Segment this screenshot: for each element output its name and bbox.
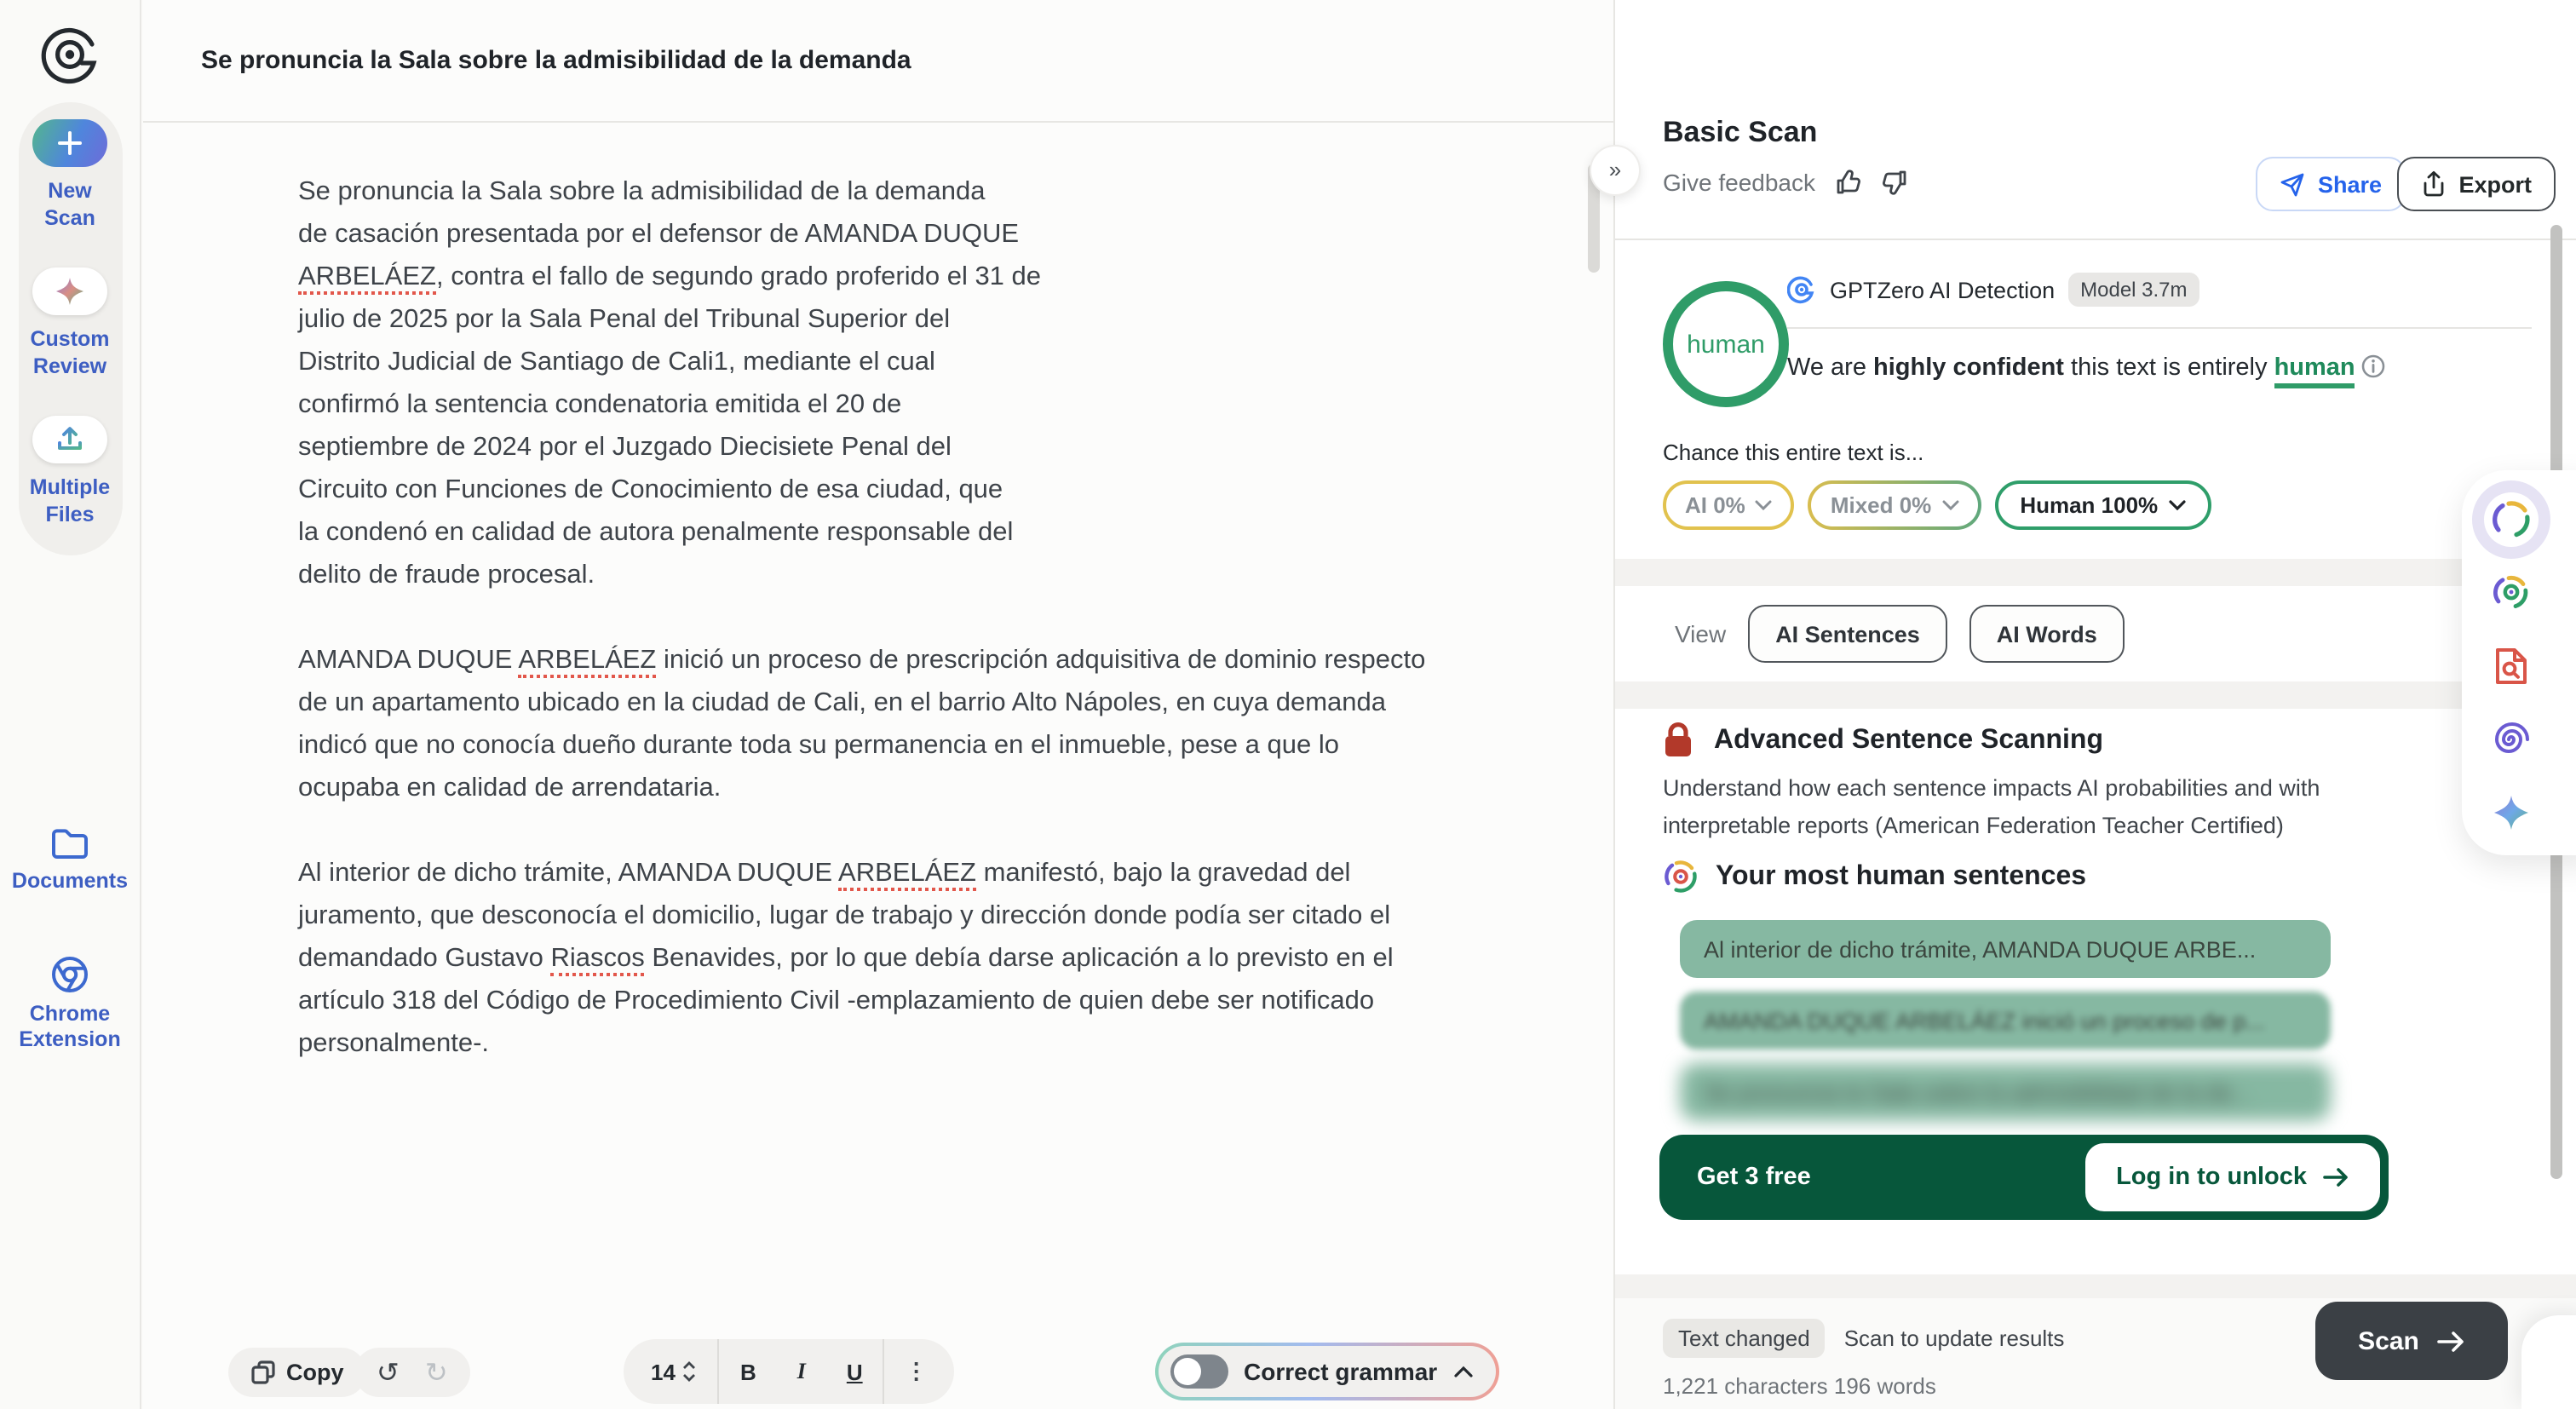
copy-icon	[250, 1360, 276, 1385]
view-row	[1615, 586, 2576, 681]
gptzero-multicolor-icon	[1663, 859, 1699, 894]
chance-label: Chance this entire text is...	[1663, 440, 1924, 465]
export-button[interactable]	[2397, 157, 2556, 211]
unlock-label: Log in to unlock	[2116, 1164, 2307, 1191]
log-in-to-unlock-button[interactable]	[2085, 1143, 2380, 1211]
copy-button[interactable]	[228, 1348, 366, 1397]
copy-label: Copy	[286, 1360, 344, 1385]
ai-assist-rail-icon[interactable]	[2484, 785, 2539, 840]
sparkle-icon	[55, 276, 85, 307]
share-button[interactable]	[2257, 157, 2406, 211]
underline-button[interactable]: U	[846, 1359, 863, 1384]
chevron-down-icon	[2168, 499, 2185, 511]
lock-icon	[1663, 722, 1693, 758]
ai-chance-label: AI 0%	[1685, 492, 1745, 518]
chance-badges	[1663, 480, 2211, 530]
document-paragraph[interactable]: AMANDA DUQUE ARBELÁEZ inició un proceso de prescripción adquisitiva de dominio respecto de un apartamento ubicado en la ciudad de Cali, en el barrio Alto Nápoles, en cuya demanda indicó que no conocía dueño durante toda su permanencia en el inmueble, pese a que lo ocupaba en calidad de arrendataria.	[298, 646, 1426, 802]
sidebar	[0, 0, 141, 1409]
tool-rail	[2462, 470, 2576, 855]
sidebar-action-group	[18, 102, 122, 555]
view-label: View	[1675, 620, 1727, 647]
more-options-button[interactable]: ⋮	[905, 1358, 928, 1383]
grammar-toggle[interactable]	[1170, 1354, 1228, 1389]
character-word-count: 1,221 characters 196 words	[1663, 1373, 1936, 1399]
unlock-cta-bar	[1659, 1135, 2389, 1220]
ai-words-button[interactable]: AI Words	[1969, 605, 2125, 663]
editor-panel	[143, 121, 1613, 1409]
advanced-scanning-title: Advanced Sentence Scanning	[1714, 725, 2104, 754]
verdict-prefix: We are	[1787, 354, 1866, 382]
sidebar-item-label: Documents	[11, 869, 129, 893]
scan-label: Scan	[2358, 1326, 2419, 1355]
custom-review-button[interactable]	[32, 267, 107, 315]
stepper-arrows-icon	[682, 1360, 698, 1383]
human-chance-badge[interactable]	[1994, 480, 2211, 530]
sidebar-item-label: Multiple Files	[29, 475, 111, 526]
document-paragraph[interactable]: Se pronuncia la Sala sobre la admisibilidad de la demanda de casación presentada por el defensor de AMANDA DUQUE ARBELÁEZ, contra el fallo de segundo grado proferido el 31 de julio de 2025 por la Sala Penal del Tribunal Superior del Distrito Judicial de Santiago de Cali1, mediante el cual confirmó la sentencia condenatoria emitida el 20 de septiembre de 2024 por el Juzgado Diecisiete Penal del Circuito con Funciones de Conocimiento de esa ciudad, que la condenó en calidad de autora penalmente responsable del delito de fraude procesal.	[298, 177, 1042, 589]
ai-sentences-button[interactable]: AI Sentences	[1748, 605, 1947, 663]
detector-provider-row	[1787, 273, 2532, 329]
mixed-chance-badge[interactable]	[1808, 480, 1981, 530]
chevron-down-icon	[1756, 499, 1773, 511]
arrow-right-icon	[2436, 1330, 2465, 1352]
italic-button[interactable]: I	[796, 1358, 806, 1383]
new-scan-button[interactable]	[32, 119, 107, 167]
human-sentences-title: Your most human sentences	[1716, 861, 2087, 890]
human-sentence-item-blurred[interactable]: AMANDA DUQUE ARBELÁEZ inició un proceso de p...	[1680, 992, 2331, 1050]
detector-summary	[1787, 273, 2532, 390]
correct-grammar-control[interactable]	[1155, 1343, 1498, 1400]
gptzero-logo[interactable]	[36, 22, 104, 90]
writing-analysis-rail-icon[interactable]	[2484, 712, 2539, 767]
export-label: Export	[2458, 171, 2532, 197]
detector-provider: GPTZero AI Detection	[1830, 277, 2056, 302]
sidebar-item-new-scan[interactable]	[25, 119, 115, 232]
folder-icon	[49, 825, 90, 862]
collapse-panel-button[interactable]: »	[1590, 145, 1641, 196]
mixed-chance-label: Mixed 0%	[1830, 492, 1932, 518]
advanced-scanning-description: Understand how each sentence impacts AI probabilities and with interpretable reports (American Federation Teacher Certified)	[1663, 775, 2320, 837]
scan-button[interactable]	[2315, 1302, 2508, 1380]
scan-type-title: Basic Scan	[1663, 116, 1818, 148]
chevron-up-icon	[1452, 1365, 1473, 1378]
results-header	[1615, 0, 2576, 240]
thumbs-up-icon[interactable]	[1834, 169, 1861, 196]
section-divider	[1615, 559, 2576, 586]
document-paragraph[interactable]: Al interior de dicho trámite, AMANDA DUQUE ARBELÁEZ manifestó, bajo la gravedad del juramento, que desconocía el domicilio, lugar de trabajo y dirección donde podía ser citado el demandado Gustavo Riascos Benavides, por lo que debía darse aplicación a lo previsto en el artículo 318 del Código de Procedimiento Civil -emplazamiento de quien debe ser notificado personalmente-.	[298, 859, 1394, 1058]
section-divider	[1615, 1274, 2576, 1298]
advanced-scanning-header	[1663, 722, 2103, 758]
gptzero-badge-icon	[1787, 275, 1816, 304]
chevron-down-icon	[1941, 499, 1958, 511]
ai-chance-badge[interactable]	[1663, 480, 1795, 530]
bold-button[interactable]: B	[739, 1359, 756, 1384]
page-title: Se pronuncia la Sala sobre la admisibilidad de la demanda	[201, 46, 911, 75]
font-size-stepper[interactable]	[630, 1339, 718, 1404]
basic-scan-rail-icon[interactable]	[2484, 492, 2539, 547]
upload-icon	[55, 424, 85, 455]
share-label: Share	[2317, 171, 2382, 197]
undo-redo-group	[354, 1348, 470, 1397]
export-icon	[2421, 170, 2447, 198]
human-chance-label: Human 100%	[2020, 492, 2159, 518]
misspelled-word[interactable]: ARBELÁEZ	[298, 262, 436, 295]
paper-plane-icon	[2280, 171, 2306, 197]
plus-icon	[56, 129, 83, 157]
document-text[interactable]	[298, 170, 1425, 1107]
human-sentences-header	[1663, 859, 2086, 894]
verdict-mid: this text is entirely	[2071, 354, 2268, 382]
verdict-text	[1787, 351, 2532, 390]
results-footer	[1615, 1298, 2576, 1409]
sidebar-item-label: New Scan	[44, 179, 95, 229]
font-size-value: 14	[651, 1359, 676, 1384]
model-badge: Model 3.7m	[2068, 273, 2199, 307]
get-free-label: Get 3 free	[1697, 1164, 1811, 1191]
misspelled-word[interactable]: ARBELÁEZ	[838, 859, 976, 891]
grammar-label: Correct grammar	[1244, 1358, 1438, 1385]
plagiarism-rail-icon[interactable]	[2484, 639, 2539, 693]
status-badge: Text changed	[1663, 1319, 1826, 1358]
sidebar-item-label: Custom Review	[30, 327, 110, 377]
redo-icon[interactable]: ↻	[424, 1359, 448, 1388]
format-toolbar	[624, 1339, 955, 1404]
corner-widget[interactable]	[2521, 1315, 2576, 1409]
toggle-knob	[1174, 1358, 1201, 1385]
chrome-icon	[49, 953, 90, 994]
gptzero-logo-icon	[36, 22, 104, 90]
sidebar-item-label: Chrome Extension	[19, 1001, 121, 1051]
human-sentence-item-blurred[interactable]: Se pronuncia la Sala sobre la admisibilidad de la de...	[1680, 1063, 2331, 1121]
undo-icon[interactable]: ↺	[377, 1359, 400, 1388]
section-divider	[1615, 681, 2576, 709]
misspelled-word[interactable]: Riascos	[550, 944, 644, 976]
sidebar-item-documents[interactable]	[12, 825, 128, 895]
sidebar-item-chrome-extension[interactable]	[0, 953, 140, 1054]
results-panel	[1608, 0, 2576, 1409]
info-icon[interactable]	[2362, 354, 2386, 390]
thumbs-down-icon[interactable]	[1880, 169, 1907, 196]
give-feedback-label: Give feedback	[1663, 169, 1815, 196]
sidebar-item-multiple-files[interactable]	[25, 416, 115, 528]
arrow-right-icon	[2322, 1167, 2349, 1188]
verdict-bold: highly confident	[1873, 354, 2064, 382]
status-text: Scan to update results	[1843, 1326, 2065, 1351]
sidebar-item-custom-review[interactable]	[25, 267, 115, 380]
give-feedback-row	[1663, 169, 1907, 196]
misspelled-word[interactable]: ARBELÁEZ	[518, 646, 656, 678]
human-score-circle	[1663, 281, 1789, 407]
human-sentence-item[interactable]: Al interior de dicho trámite, AMANDA DUQUE ARBE...	[1680, 920, 2331, 978]
human-score-label: human	[1687, 330, 1765, 359]
verdict-word: human	[2274, 354, 2355, 388]
deep-scan-rail-icon[interactable]	[2484, 566, 2539, 620]
status-row	[1663, 1319, 2064, 1358]
multiple-files-button[interactable]	[32, 416, 107, 463]
